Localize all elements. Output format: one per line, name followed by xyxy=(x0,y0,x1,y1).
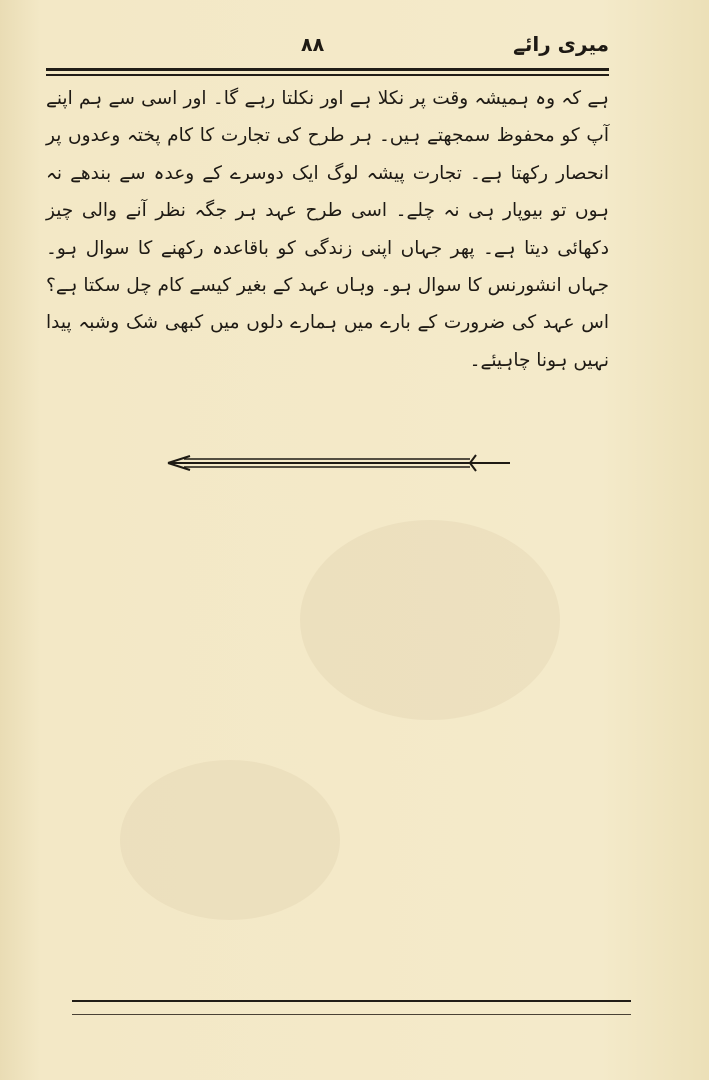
book-title: میری رائے xyxy=(513,32,609,56)
section-divider-ornament xyxy=(164,452,516,474)
paper-stain xyxy=(300,520,560,720)
header-rule xyxy=(46,68,609,71)
paragraph: ہے کہ وہ ہمیشہ وقت پر نکلا ہے اور نکلتا رہے گا۔ اور اسی سے ہم اپنے آپ کو محفوظ سمجھتے ہیں۔ ہر طرح کی تجارت کا کام پختہ وعدوں پر انحصار رکھتا ہے۔ تجارت پیشہ لوگ ایک دوسرے کے وعدہ سے بندھے نہ ہوں تو بیوپار ہی نہ چلے۔ اسی طرح عہد ہر جگہ نظر آنے والی چیز دکھائی دیتا ہے۔ پھر جہاں اپنی زندگی کو باقاعدہ رکھنے کا سوال ہو۔ جہاں انشورنس کا سوال ہو۔ وہاں عہد کے بغیر کیسے کام چل سکتا ہے؟ اس عہد کی ضرورت کے بارے میں ہمارے دلوں میں کبھی شک وشبہ پیدا نہیں ہونا چاہیئے۔ xyxy=(46,88,609,371)
header-rule-thin xyxy=(46,74,609,76)
footer-rule-thin xyxy=(72,1014,631,1015)
page-number: ۸۸ xyxy=(301,34,325,56)
page-header xyxy=(46,28,609,70)
body-text xyxy=(46,80,609,379)
footer-rule xyxy=(72,1000,631,1002)
paper-stain xyxy=(120,760,340,920)
